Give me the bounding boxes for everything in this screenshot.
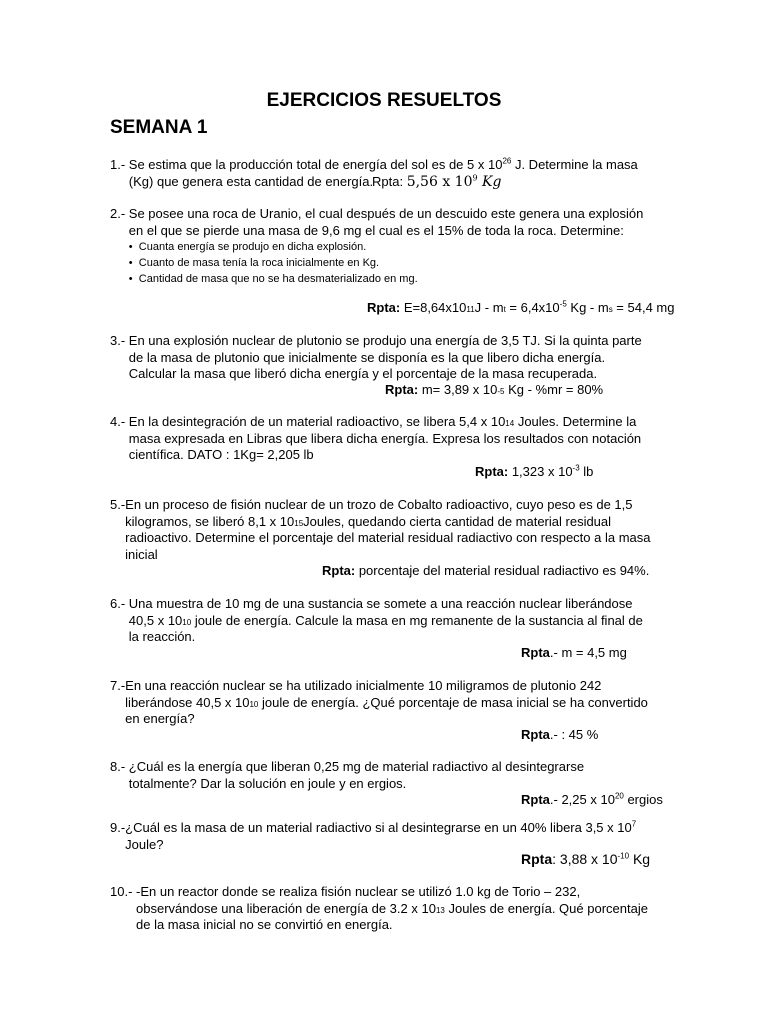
- problem-6: [110, 596, 655, 646]
- answer-label: Rpta:: [385, 382, 419, 397]
- problem-number: 1.-: [110, 157, 129, 172]
- answer-9: [521, 851, 650, 867]
- answer-value: porcentaje del material residual radiactivo es 94%.: [355, 563, 650, 578]
- answer-label: Rpta: [521, 727, 550, 742]
- answer-label: Rpta:: [322, 563, 356, 578]
- bullet-item: • Cantidad de masa que no se ha desmaterializado en mg.: [129, 271, 655, 287]
- bullet-list: [129, 239, 655, 287]
- answer-value: E=8,64x1011J - mt = $6,4x10^{-5}$ Kg - ms = 54,4 mg: [400, 299, 675, 315]
- problem-number: 9.-: [110, 820, 126, 835]
- answer-5: [322, 563, 649, 578]
- bullet-item: • Cuanto de masa tenía la roca inicialmente en Kg.: [129, 255, 655, 271]
- problem-text: Una muestra de 10 mg de una sustancia se somete a una reacción nuclear liberándose 40,5 x 1010 joule de energía. Calcule la masa en mg remanente de la sustancia al final de la reacción.: [128, 596, 643, 644]
- problem-number: 3.-: [110, 333, 129, 348]
- answer-7: [521, 727, 598, 742]
- problem-text: ¿Cuál es la energía que liberan 0,25 mg de material radiactivo al desintegrarse totalmente? Dar la solución en joule y en ergios.: [128, 759, 585, 791]
- problem-number: 4.-: [110, 414, 129, 429]
- problem-text: Se estima que la producción total de energía del sol es de 5 x $10^{26}$ J. Determine la masa (Kg) que genera esta cantidad de energía.: [128, 156, 638, 189]
- answer-3: [385, 382, 603, 397]
- problem-number: 10.-: [110, 884, 137, 899]
- answer-4: [475, 464, 593, 479]
- problem-number: 5.-: [110, 497, 126, 512]
- page-subtitle: SEMANA 1: [110, 117, 208, 138]
- answer-value: .- : 45 %: [549, 727, 599, 742]
- problem-text: En una explosión nuclear de plutonio se produjo una energía de 3,5 TJ. Si la quinta parte de la masa de plutonio que inicialmente se disponía es la que libero dicha energía. Calcular la masa que liberó dicha energía y el porcentaje de la masa recuperada.: [128, 333, 642, 381]
- problem-number: 8.-: [110, 759, 129, 774]
- problem-text: ¿Cuál es la masa de un material radiactivo si al desintegrarse en un 40% libera 3,5 x $10^7$ Joule?: [125, 819, 637, 852]
- problem-10: [110, 884, 655, 934]
- problem-number: 2.-: [110, 206, 129, 221]
- problem-5: [110, 497, 655, 563]
- answer-value: 5,56 x $10^9$ Kg: [406, 173, 502, 190]
- problem-text: En una reacción nuclear se ha utilizado inicialmente 10 miligramos de plutonio 242 liberándose 40,5 x 1010 joule de energía. ¿Qué porcentaje de masa inicial se ha convertido en energía?: [125, 678, 648, 726]
- answer-1: [372, 174, 501, 190]
- problem-3: [110, 333, 655, 383]
- answer-value: .- m = 4,5 mg: [549, 645, 627, 660]
- problem-number: 6.-: [110, 596, 129, 611]
- answer-value: 1,323 x $10^{-3}$ lb: [508, 463, 594, 479]
- answer-label: Rpta:: [475, 464, 509, 479]
- answer-8: [521, 792, 663, 807]
- answer-label: Rpta: [521, 645, 550, 660]
- answer-label: Rpta: [521, 851, 553, 867]
- problem-text: Se posee una roca de Uranio, el cual después de un descuido este genera una explosión en el que se pierde una masa de 9,6 mg el cual es el 15% de toda la roca. Determine:: [128, 206, 644, 238]
- problem-8: [110, 759, 655, 792]
- problem-text: En un proceso de fisión nuclear de un trozo de Cobalto radioactivo, cuyo peso es de 1,5 kilogramos, se liberó 8,1 x 1015Joules, quedando cierta cantidad de material residual radioactivo. Determine el porcentaje del material residual radiactivo con respecto a la masa inicial: [125, 497, 651, 562]
- problem-number: 7.-: [110, 678, 126, 693]
- problem-text: -En un reactor donde se realiza fisión nuclear se utilizó 1.0 kg de Torio – 232, observándose una liberación de energía de 3.2 x 1013 Joules de energía. Qué porcentaje de la masa inicial no se convirtió en energía.: [136, 884, 648, 932]
- page-title: EJERCICIOS RESUELTOS: [266, 90, 502, 111]
- answer-label: Rpta: [521, 792, 550, 807]
- problem-7: [110, 678, 655, 728]
- answer-6: [521, 645, 627, 660]
- answer-value: m= 3,89 x 10-5 Kg - %mr = 80%: [418, 382, 604, 397]
- problem-9: [110, 820, 655, 853]
- problem-4: [110, 414, 655, 464]
- answer-value: .- 2,25 x $10^{20}$ ergios: [549, 791, 663, 807]
- answer-label: Rpta:: [367, 300, 401, 315]
- answer-label: Rpta:: [372, 174, 404, 189]
- answer-2: [367, 300, 674, 315]
- answer-value: : 3,88 x $10^{-10}$ Kg: [552, 851, 651, 867]
- problem-text: En la desintegración de un material radioactivo, se libera 5,4 x 1014 Joules. Determine la masa expresada en Libras que libera dicha energía. Expresa los resultados con notación científica. DATO : 1Kg= 2,205 lb: [128, 414, 642, 462]
- problem-2: [110, 206, 655, 287]
- bullet-item: • Cuanta energía se produjo en dicha explosión.: [129, 239, 655, 255]
